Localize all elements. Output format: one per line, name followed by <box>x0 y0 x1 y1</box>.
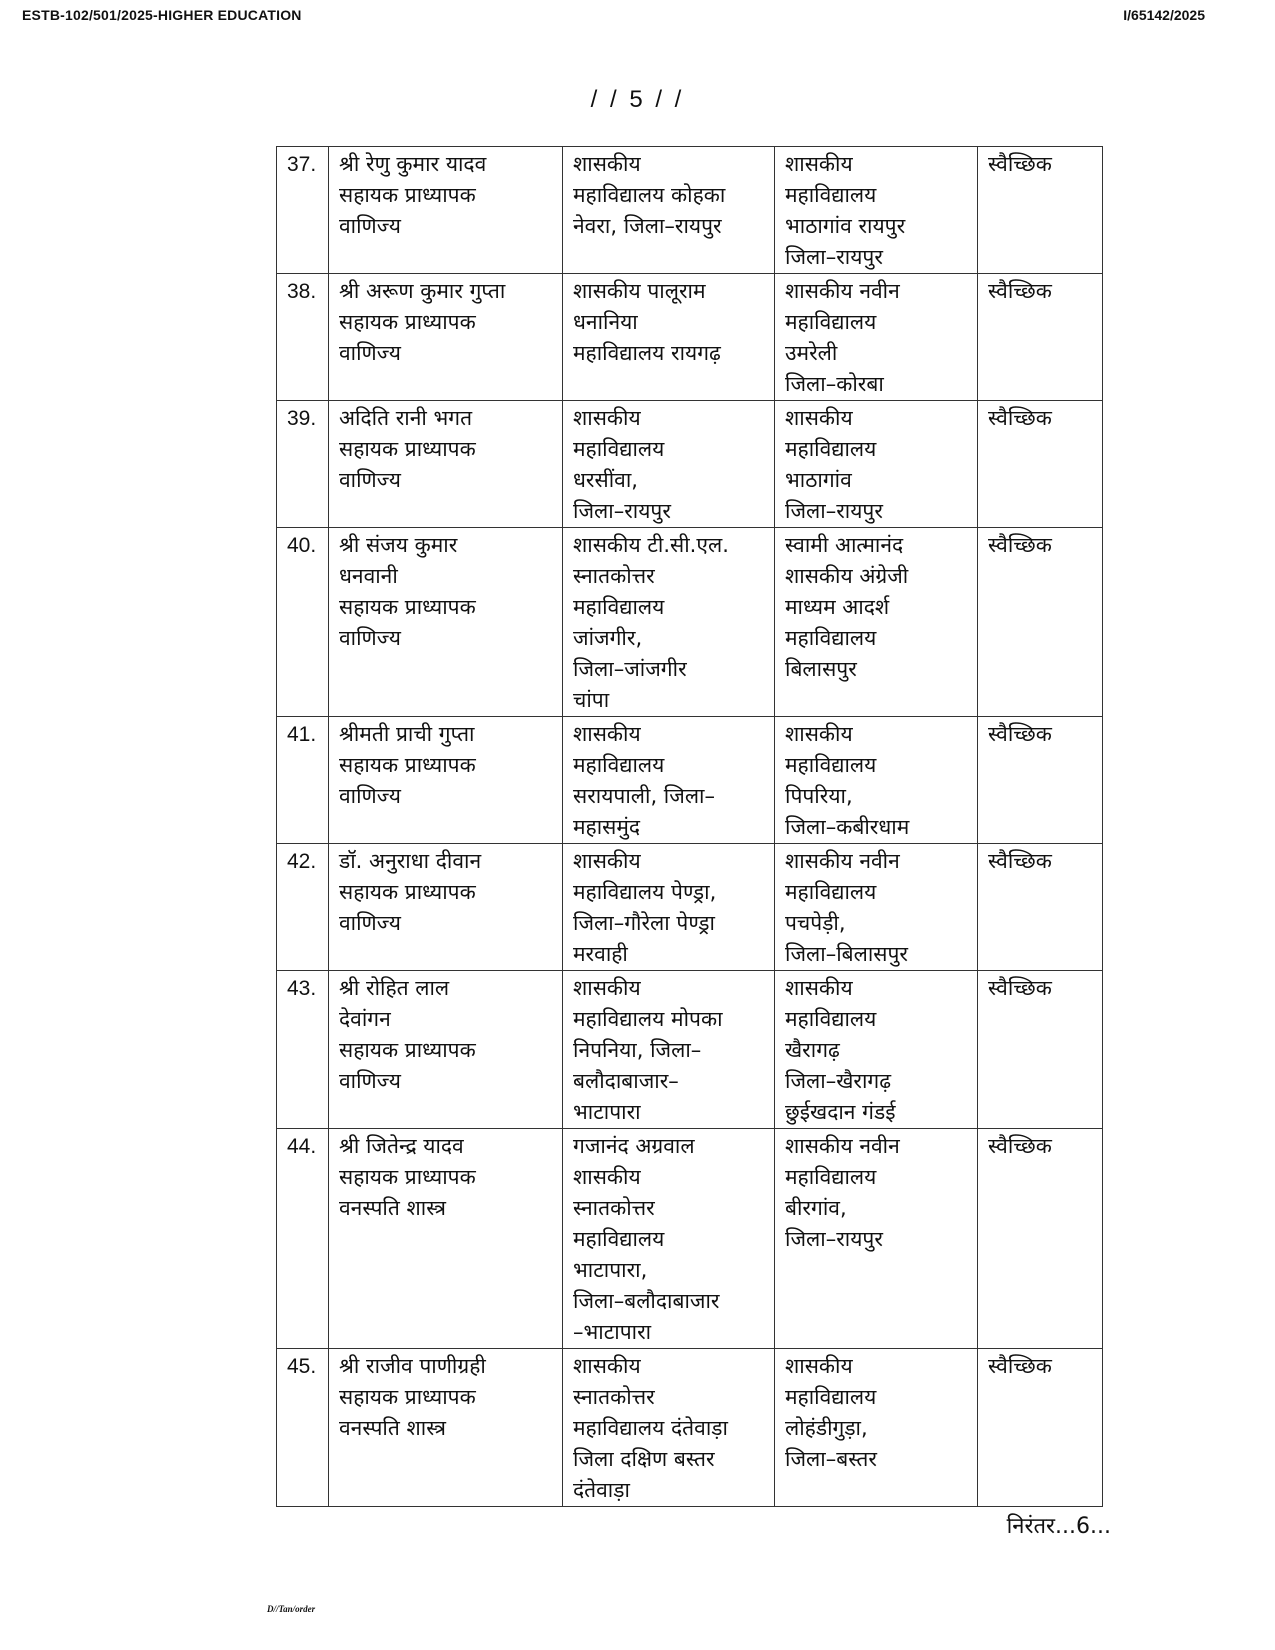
cell-line: शासकीय टी.सी.एल. <box>573 533 729 557</box>
transfer-type-cell: स्वैच्छिक <box>978 147 1103 274</box>
cell-line: शासकीय नवीन <box>785 279 900 303</box>
cell-line: सहायक प्राध्यापक <box>339 753 476 777</box>
cell-line: सहायक प्राध्यापक <box>339 1038 476 1062</box>
cell-line: भाठागांव रायपुर <box>785 214 906 238</box>
header-receipt-number: I/65142/2025 <box>1123 7 1205 23</box>
cell-line: वनस्पति शास्त्र <box>339 1416 446 1440</box>
cell-line: भाठागांव <box>785 468 852 492</box>
cell-line: वाणिज्य <box>339 214 401 238</box>
cell-line: महाविद्यालय दंतेवाड़ा <box>573 1416 728 1440</box>
employee-name-cell <box>329 528 563 717</box>
cell-line: जिला–रायपुर <box>573 499 671 523</box>
transfer-type-cell: स्वैच्छिक <box>978 844 1103 971</box>
cell-line: महासमुंद <box>573 815 641 839</box>
new-posting-cell <box>775 717 978 844</box>
cell-line: शासकीय अंग्रेजी <box>785 564 909 588</box>
cell-line: जिला–बिलासपुर <box>785 942 909 966</box>
cell-line: स्नातकोत्तर <box>573 1385 655 1409</box>
footer-code: D//Tan/order <box>267 1604 316 1614</box>
new-posting-cell <box>775 401 978 528</box>
cell-line: दंतेवाड़ा <box>573 1478 630 1502</box>
transfer-type-cell: स्वैच्छिक <box>978 1349 1103 1507</box>
serial-number-cell: 44. <box>277 1129 329 1349</box>
cell-line: शासकीय <box>573 406 641 430</box>
cell-line: गजानंद अग्रवाल <box>573 1134 695 1158</box>
cell-line: श्री अरूण कुमार गुप्ता <box>339 279 506 303</box>
cell-line: माध्यम आदर्श <box>785 595 890 619</box>
cell-line: शासकीय <box>785 976 853 1000</box>
cell-line: वाणिज्य <box>339 784 401 808</box>
cell-line: शासकीय <box>573 976 641 1000</box>
cell-line: शासकीय <box>785 152 853 176</box>
cell-line: श्री राजीव पाणीग्रही <box>339 1354 486 1378</box>
cell-line: जिला–बलौदाबाजार <box>573 1289 720 1313</box>
new-posting-cell <box>775 844 978 971</box>
transfer-type-cell: स्वैच्छिक <box>978 274 1103 401</box>
cell-line: वनस्पति शास्त्र <box>339 1196 446 1220</box>
cell-line: वाणिज्य <box>339 468 401 492</box>
employee-name-cell <box>329 844 563 971</box>
serial-number-cell: 38. <box>277 274 329 401</box>
cell-line: वाणिज्य <box>339 911 401 935</box>
employee-name-cell <box>329 971 563 1129</box>
table-row <box>277 1349 1103 1507</box>
cell-line: बिलासपुर <box>785 657 857 681</box>
cell-line: महाविद्यालय रायगढ़ <box>573 341 721 365</box>
cell-line: जिला दक्षिण बस्तर <box>573 1447 715 1471</box>
cell-line: शासकीय नवीन <box>785 1134 900 1158</box>
cell-line: निपनिया, जिला– <box>573 1038 702 1062</box>
new-posting-cell <box>775 528 978 717</box>
table-row <box>277 717 1103 844</box>
cell-line: महाविद्यालय मोपका <box>573 1007 723 1031</box>
employee-name-cell <box>329 1349 563 1507</box>
cell-line: सरायपाली, जिला– <box>573 784 715 808</box>
cell-line: धनानिया <box>573 310 638 334</box>
serial-number-cell: 45. <box>277 1349 329 1507</box>
new-posting-cell <box>775 1129 978 1349</box>
table-row <box>277 528 1103 717</box>
cell-line: खैरागढ़ <box>785 1038 840 1062</box>
employee-name-cell <box>329 274 563 401</box>
cell-line: जांजगीर, <box>573 626 643 650</box>
cell-line: जिला–रायपुर <box>785 1227 883 1251</box>
cell-line: डॉ. अनुराधा दीवान <box>339 849 482 873</box>
cell-line: –भाटापारा <box>573 1320 652 1344</box>
serial-number-cell: 42. <box>277 844 329 971</box>
cell-line: वाणिज्य <box>339 1069 401 1093</box>
current-posting-cell <box>563 971 775 1129</box>
cell-line: महाविद्यालय <box>785 437 877 461</box>
current-posting-cell <box>563 1349 775 1507</box>
cell-line: महाविद्यालय <box>573 753 665 777</box>
cell-line: धनवानी <box>339 564 398 588</box>
cell-line: महाविद्यालय <box>785 1007 877 1031</box>
cell-line: जिला–कबीरधाम <box>785 815 910 839</box>
new-posting-cell <box>775 1349 978 1507</box>
cell-line: महाविद्यालय <box>785 1165 877 1189</box>
cell-line: स्नातकोत्तर <box>573 564 655 588</box>
cell-line: लोहंडीगुड़ा, <box>785 1416 868 1440</box>
cell-line: शासकीय <box>573 1354 641 1378</box>
employee-name-cell <box>329 401 563 528</box>
cell-line: सहायक प्राध्यापक <box>339 1165 476 1189</box>
employee-name-cell <box>329 1129 563 1349</box>
cell-line: शासकीय <box>785 1354 853 1378</box>
transfer-type-cell: स्वैच्छिक <box>978 1129 1103 1349</box>
cell-line: शासकीय <box>785 406 853 430</box>
continued-note: निरंतर...6... <box>1006 1514 1111 1539</box>
cell-line: पचपेड़ी, <box>785 911 846 935</box>
cell-line: महाविद्यालय <box>573 595 665 619</box>
cell-line: पिपरिया, <box>785 784 853 808</box>
cell-line: श्री रेणु कुमार यादव <box>339 152 487 176</box>
employee-name-cell <box>329 717 563 844</box>
cell-line: शासकीय पालूराम <box>573 279 706 303</box>
cell-line: शासकीय <box>573 722 641 746</box>
cell-line: वाणिज्य <box>339 626 401 650</box>
current-posting-cell <box>563 147 775 274</box>
cell-line: जिला–गौरेला पेण्ड्रा <box>573 911 715 935</box>
cell-line: जिला–खैरागढ़ <box>785 1069 892 1093</box>
cell-line: महाविद्यालय <box>785 753 877 777</box>
cell-line: श्री संजय कुमार <box>339 533 458 557</box>
cell-line: बलौदाबाजार– <box>573 1069 679 1093</box>
current-posting-cell <box>563 1129 775 1349</box>
cell-line: देवांगन <box>339 1007 391 1031</box>
cell-line: श्रीमती प्राची गुप्ता <box>339 722 475 746</box>
cell-line: जिला–बस्तर <box>785 1447 877 1471</box>
cell-line: महाविद्यालय <box>573 1227 665 1251</box>
cell-line: सहायक प्राध्यापक <box>339 595 476 619</box>
current-posting-cell <box>563 528 775 717</box>
serial-number-cell: 43. <box>277 971 329 1129</box>
cell-line: वाणिज्य <box>339 341 401 365</box>
cell-line: नेवरा, जिला–रायपुर <box>573 214 722 238</box>
cell-line: महाविद्यालय <box>785 310 877 334</box>
transfer-type-cell: स्वैच्छिक <box>978 401 1103 528</box>
cell-line: जिला–कोरबा <box>785 372 884 396</box>
serial-number-cell: 40. <box>277 528 329 717</box>
cell-line: महाविद्यालय <box>573 437 665 461</box>
cell-line: मरवाही <box>573 942 628 966</box>
cell-line: बीरगांव, <box>785 1196 847 1220</box>
table-row <box>277 274 1103 401</box>
table-row <box>277 844 1103 971</box>
new-posting-cell <box>775 274 978 401</box>
cell-line: सहायक प्राध्यापक <box>339 310 476 334</box>
transfer-type-cell: स्वैच्छिक <box>978 528 1103 717</box>
cell-line: महाविद्यालय कोहका <box>573 183 726 207</box>
cell-line: जिला–रायपुर <box>785 499 883 523</box>
cell-line: स्नातकोत्तर <box>573 1196 655 1220</box>
cell-line: श्री रोहित लाल <box>339 976 450 1000</box>
transfer-type-cell: स्वैच्छिक <box>978 971 1103 1129</box>
cell-line: श्री जितेन्द्र यादव <box>339 1134 464 1158</box>
cell-line: शासकीय <box>573 152 641 176</box>
employee-name-cell <box>329 147 563 274</box>
cell-line: महाविद्यालय पेण्ड्रा, <box>573 880 717 904</box>
cell-line: सहायक प्राध्यापक <box>339 880 476 904</box>
current-posting-cell <box>563 844 775 971</box>
cell-line: सहायक प्राध्यापक <box>339 183 476 207</box>
cell-line: महाविद्यालय <box>785 1385 877 1409</box>
cell-line: महाविद्यालय <box>785 880 877 904</box>
transfer-table <box>276 146 1103 1507</box>
cell-line: भाटापारा <box>573 1100 641 1124</box>
cell-line: अदिति रानी भगत <box>339 406 473 430</box>
current-posting-cell <box>563 717 775 844</box>
transfer-type-cell: स्वैच्छिक <box>978 717 1103 844</box>
cell-line: शासकीय नवीन <box>785 849 900 873</box>
cell-line: महाविद्यालय <box>785 183 877 207</box>
page-number: / / 5 / / <box>590 86 685 113</box>
table-row <box>277 147 1103 274</box>
cell-line: सहायक प्राध्यापक <box>339 437 476 461</box>
table-row <box>277 971 1103 1129</box>
cell-line: धरसींवा, <box>573 468 638 492</box>
cell-line: सहायक प्राध्यापक <box>339 1385 476 1409</box>
current-posting-cell <box>563 401 775 528</box>
serial-number-cell: 37. <box>277 147 329 274</box>
cell-line: स्वामी आत्मानंद <box>785 533 904 557</box>
table-row <box>277 1129 1103 1349</box>
cell-line: महाविद्यालय <box>785 626 877 650</box>
new-posting-cell <box>775 147 978 274</box>
serial-number-cell: 41. <box>277 717 329 844</box>
current-posting-cell <box>563 274 775 401</box>
header-file-number: ESTB-102/501/2025-HIGHER EDUCATION <box>22 7 302 23</box>
cell-line: शासकीय <box>573 849 641 873</box>
cell-line: उमरेली <box>785 341 838 365</box>
new-posting-cell <box>775 971 978 1129</box>
cell-line: चांपा <box>573 688 610 712</box>
serial-number-cell: 39. <box>277 401 329 528</box>
cell-line: शासकीय <box>573 1165 641 1189</box>
cell-line: जिला–रायपुर <box>785 245 883 269</box>
cell-line: भाटापारा, <box>573 1258 648 1282</box>
table-row <box>277 401 1103 528</box>
cell-line: जिला–जांजगीर <box>573 657 687 681</box>
cell-line: शासकीय <box>785 722 853 746</box>
cell-line: छुईखदान गंडई <box>785 1100 896 1124</box>
